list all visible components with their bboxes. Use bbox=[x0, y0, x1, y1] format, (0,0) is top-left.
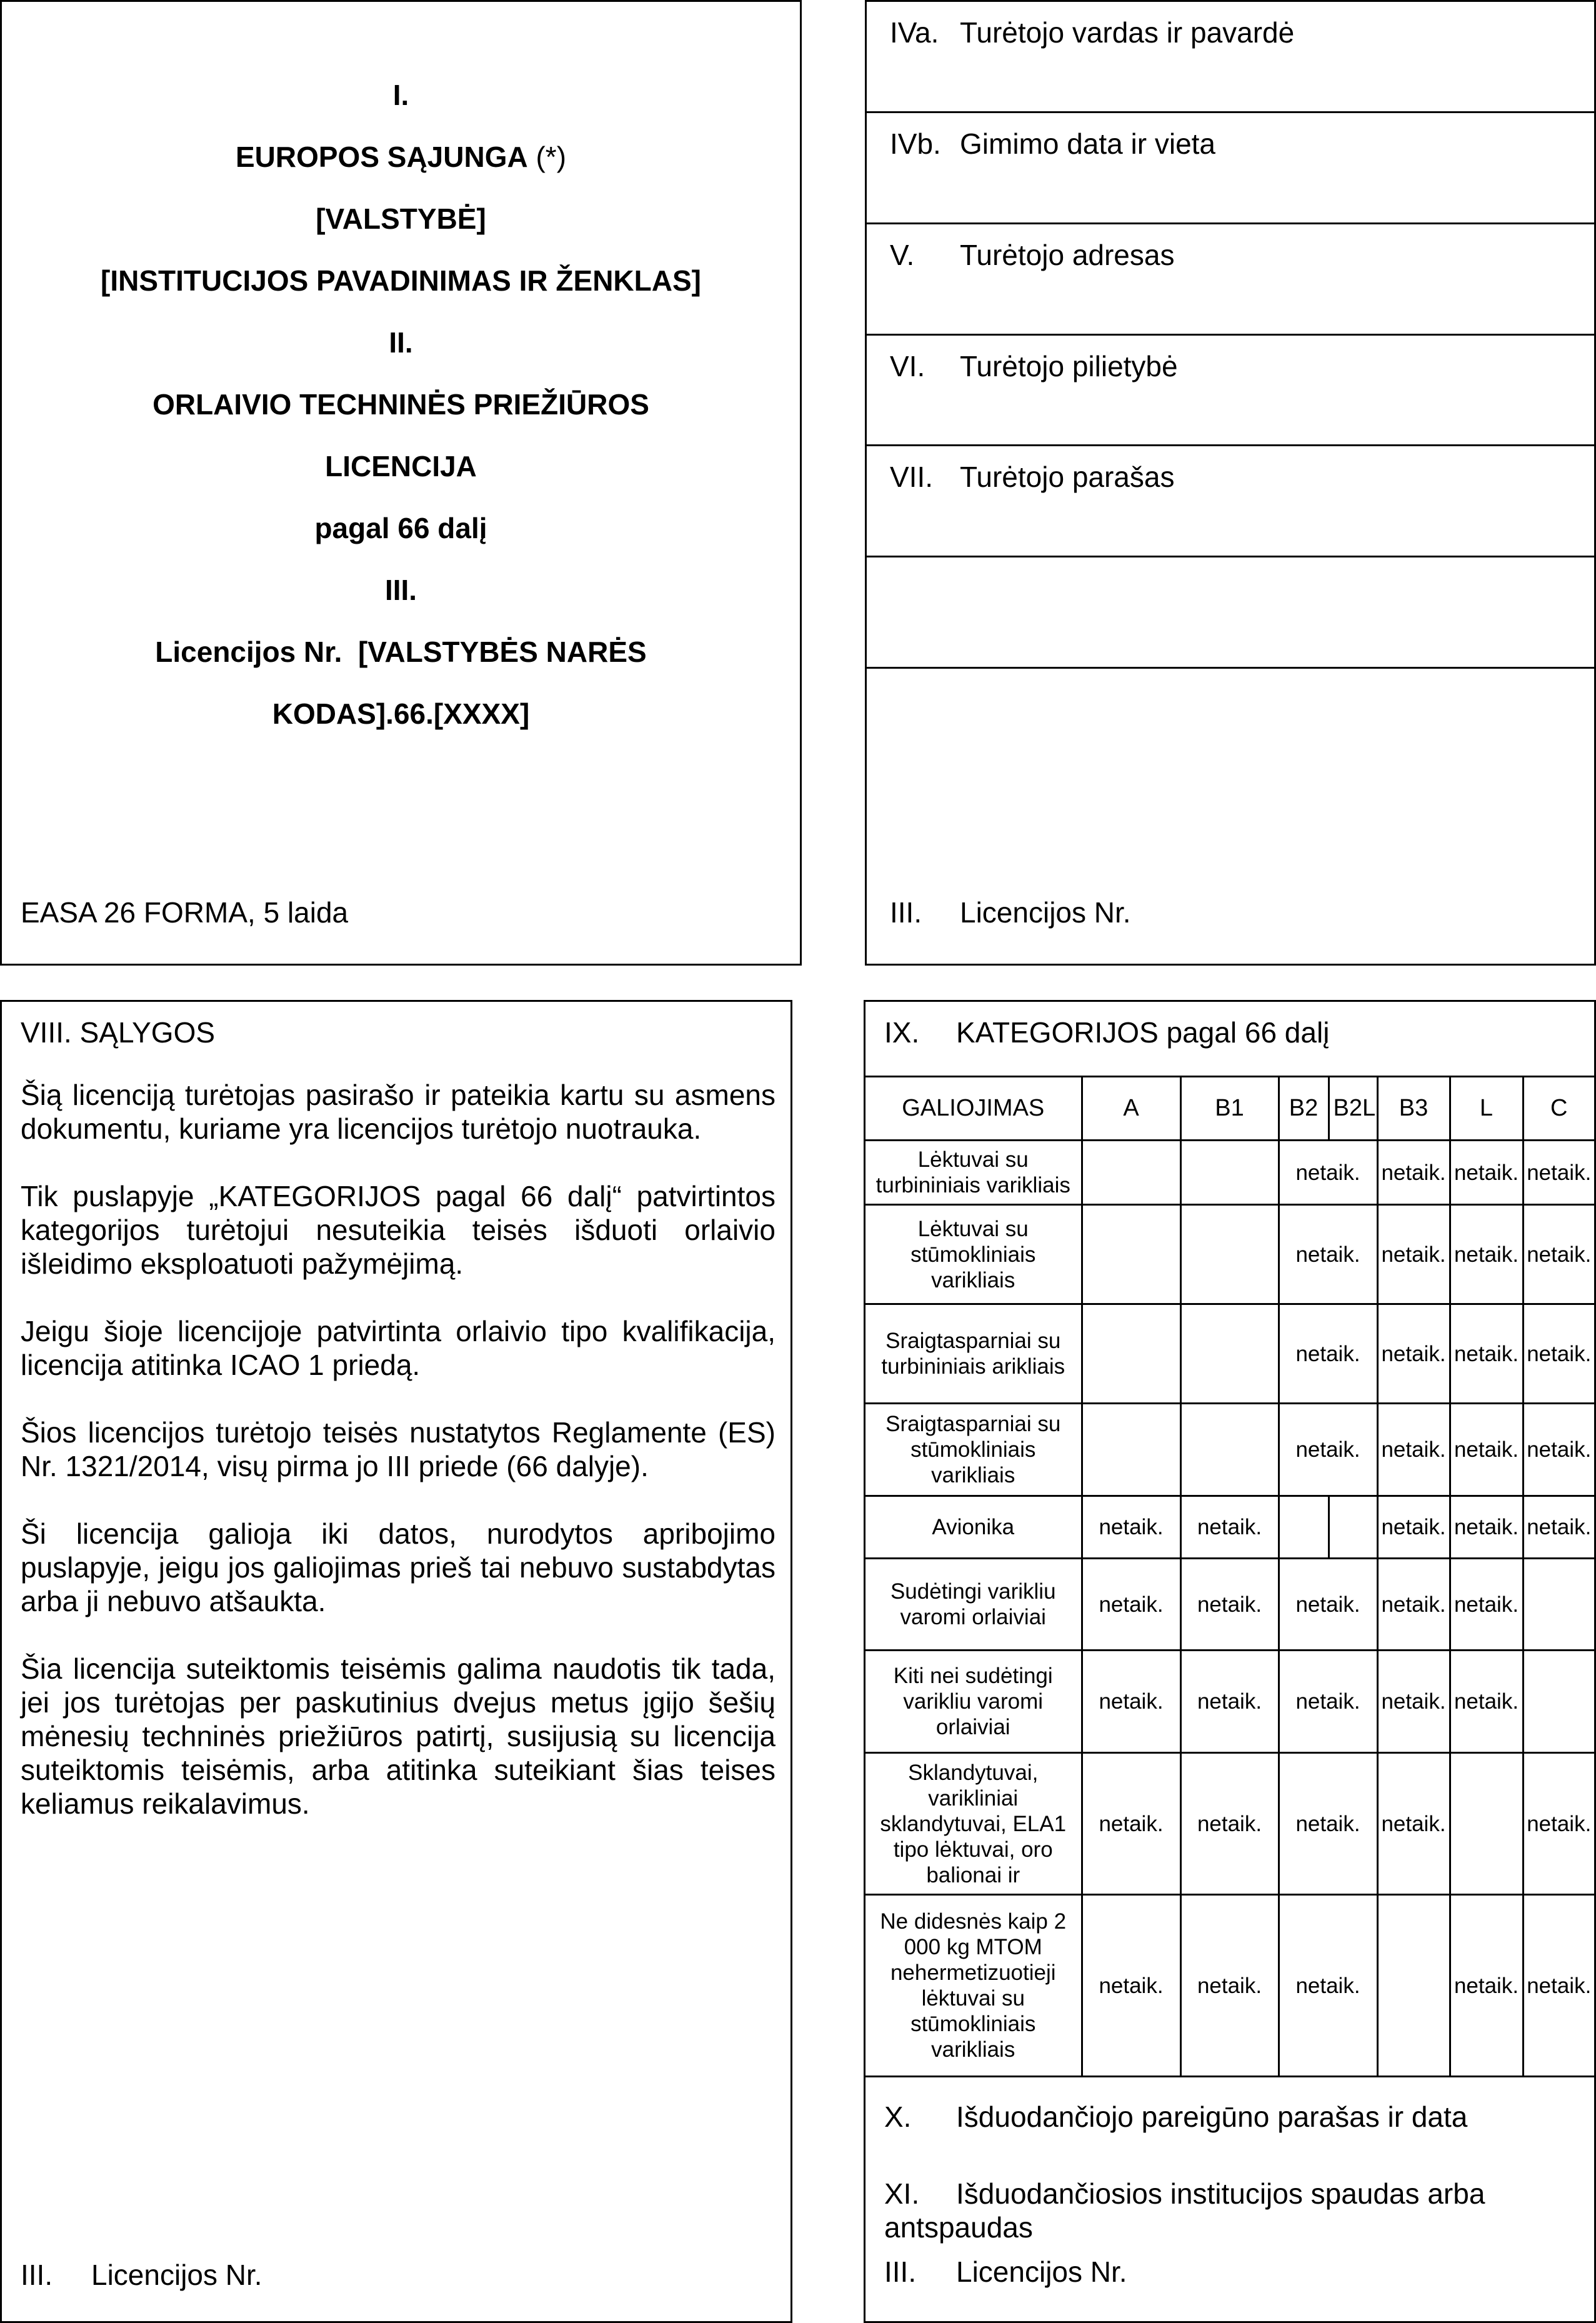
table-cell: netaik. bbox=[1180, 1496, 1279, 1559]
table-row bbox=[865, 1496, 1594, 1559]
table-cell: netaik. bbox=[1377, 1205, 1450, 1304]
table-cell: netaik. bbox=[1523, 1404, 1594, 1496]
table-cell: netaik. bbox=[1377, 1141, 1450, 1205]
row-label: Sklandytuvai, varikliniai sklandytuvai, ELA1 tipo lėktuvai, oro balionai ir bbox=[865, 1753, 1082, 1895]
holder-address-field: V. Turėtojo adresas bbox=[867, 224, 1594, 336]
row-label: Lėktuvai su stūmokliniais varikliais bbox=[865, 1205, 1082, 1304]
table-row bbox=[865, 1753, 1594, 1895]
table-row bbox=[865, 1304, 1594, 1404]
cover-panel bbox=[0, 0, 802, 966]
license-number-footer: III. Licencijos Nr. bbox=[884, 2256, 1127, 2288]
column-header: B1 bbox=[1180, 1077, 1279, 1141]
table-cell: netaik. bbox=[1377, 1559, 1450, 1651]
authority-stamp: XI. Išduodančiosios institucijos spaudas arba antspaudas bbox=[884, 2177, 1485, 2244]
table-cell: netaik. bbox=[1180, 1559, 1279, 1651]
cover-line: II. bbox=[389, 326, 413, 359]
table-cell: netaik. bbox=[1450, 1141, 1523, 1205]
table-cell: netaik. bbox=[1180, 1895, 1279, 2077]
column-header: C bbox=[1523, 1077, 1594, 1141]
table-cell: netaik. bbox=[1279, 1895, 1377, 2077]
table-cell: netaik. bbox=[1082, 1651, 1180, 1753]
row-label: Sudėtingi varikliu varomi orlaiviai bbox=[865, 1559, 1082, 1651]
table-cell: netaik. bbox=[1279, 1559, 1377, 1651]
table-cell bbox=[1180, 1205, 1279, 1304]
table-cell: netaik. bbox=[1450, 1651, 1523, 1753]
table-row bbox=[865, 1651, 1594, 1753]
form-edition: EASA 26 FORMA, 5 laida bbox=[21, 896, 349, 929]
row-label: Sraigtasparniai su stūmokliniais varikliais bbox=[865, 1404, 1082, 1496]
column-header: L bbox=[1450, 1077, 1523, 1141]
license-number-footer: III. Licencijos Nr. bbox=[21, 2259, 262, 2291]
condition-paragraph: Šios licencijos turėtojo teisės nustatytos Reglamente (ES) Nr. 1321/2014, visų pirma jo III priede (66 dalyje). bbox=[21, 1416, 776, 1482]
categories-heading: IX. KATEGORIJOS pagal 66 dalį bbox=[884, 1016, 1330, 1049]
cover-line: ORLAIVIO TECHNINĖS PRIEŽIŪROS bbox=[152, 388, 649, 421]
cover-line: III. bbox=[384, 574, 417, 606]
holder-panel bbox=[865, 0, 1596, 966]
cover-line: [VALSTYBĖ] bbox=[316, 202, 486, 235]
condition-paragraph: Jeigu šioje licencijoje patvirtinta orlaivio tipo kvalifikacija, licencija atitinka ICAO 1 priedą. bbox=[21, 1315, 776, 1381]
condition-paragraph: Šia licencija suteiktomis teisėmis galima naudotis tik tada, jei jos turėtojas per paskutinius dvejus metus įgijo šešių mėnesių techninės priežiūros patirtį, susijusią su licencija suteiktomis teisėmis, arba atitinka suteikiant šias teises keliamus reikalavimus. bbox=[21, 1652, 776, 1820]
table-cell: netaik. bbox=[1523, 1304, 1594, 1404]
table-cell: netaik. bbox=[1450, 1559, 1523, 1651]
table-cell bbox=[1523, 1651, 1594, 1753]
table-cell bbox=[1377, 1895, 1450, 2077]
cover-line: EUROPOS SĄJUNGA (*) bbox=[235, 141, 567, 173]
cover-line: pagal 66 dalį bbox=[314, 512, 487, 544]
table-cell bbox=[1082, 1404, 1180, 1496]
conditions-panel bbox=[0, 1000, 792, 2323]
issuing-officer-signature: X. Išduodančiojo pareigūno parašas ir data bbox=[884, 2101, 1468, 2133]
table-cell: netaik. bbox=[1377, 1404, 1450, 1496]
row-label: Ne didesnės kaip 2 000 kg MTOM nehermetizuotieji lėktuvai su stūmokliniais varikliais bbox=[865, 1895, 1082, 2077]
table-cell: netaik. bbox=[1450, 1404, 1523, 1496]
table-cell: netaik. bbox=[1523, 1496, 1594, 1559]
holder-name-field: IVa. Turėtojo vardas ir pavardė bbox=[867, 2, 1594, 113]
table-row bbox=[865, 1205, 1594, 1304]
table-cell: netaik. bbox=[1377, 1753, 1450, 1895]
table-cell: netaik. bbox=[1082, 1895, 1180, 2077]
categories-table bbox=[865, 1076, 1594, 2077]
categories-panel bbox=[864, 1000, 1596, 2323]
column-header: GALIOJIMAS bbox=[865, 1077, 1082, 1141]
holder-birth-field: IVb. Gimimo data ir vieta bbox=[867, 113, 1594, 224]
table-cell: netaik. bbox=[1082, 1559, 1180, 1651]
license-number-footer: III. Licencijos Nr. bbox=[890, 896, 1131, 929]
condition-paragraph: Šią licenciją turėtojas pasirašo ir pateikia kartu su asmens dokumentu, kuriame yra licencijos turėtojo nuotrauka. bbox=[21, 1079, 776, 1145]
table-cell bbox=[1279, 1496, 1329, 1559]
table-cell: netaik. bbox=[1279, 1304, 1377, 1404]
table-cell: netaik. bbox=[1450, 1304, 1523, 1404]
row-label: Kiti nei sudėtingi varikliu varomi orlaiviai bbox=[865, 1651, 1082, 1753]
cover-title-block bbox=[2, 64, 800, 745]
column-header: B2L bbox=[1329, 1077, 1377, 1141]
table-cell: netaik. bbox=[1377, 1304, 1450, 1404]
table-cell: netaik. bbox=[1180, 1651, 1279, 1753]
table-cell bbox=[1180, 1404, 1279, 1496]
table-row bbox=[865, 1404, 1594, 1496]
table-row bbox=[865, 1559, 1594, 1651]
table-cell: netaik. bbox=[1279, 1651, 1377, 1753]
table-cell: netaik. bbox=[1450, 1205, 1523, 1304]
table-cell bbox=[1180, 1304, 1279, 1404]
table-cell: netaik. bbox=[1279, 1141, 1377, 1205]
table-header-row bbox=[865, 1077, 1594, 1141]
table-cell bbox=[1329, 1496, 1377, 1559]
table-cell: netaik. bbox=[1082, 1496, 1180, 1559]
row-label: Lėktuvai su turbininiais varikliais bbox=[865, 1141, 1082, 1205]
conditions-heading: VIII. SĄLYGOS bbox=[21, 1016, 216, 1049]
holder-nationality-field: VI. Turėtojo pilietybė bbox=[867, 336, 1594, 446]
table-cell: netaik. bbox=[1279, 1205, 1377, 1304]
column-header: A bbox=[1082, 1077, 1180, 1141]
table-cell: netaik. bbox=[1450, 1895, 1523, 2077]
cover-line: LICENCIJA bbox=[325, 450, 477, 482]
table-cell: netaik. bbox=[1523, 1141, 1594, 1205]
cover-line: KODAS].66.[XXXX] bbox=[272, 697, 530, 730]
table-cell bbox=[1523, 1559, 1594, 1651]
row-label: Avionika bbox=[865, 1496, 1082, 1559]
table-cell bbox=[1450, 1753, 1523, 1895]
holder-signature-field: VII. Turėtojo parašas bbox=[867, 446, 1594, 557]
table-cell: netaik. bbox=[1523, 1753, 1594, 1895]
table-cell: netaik. bbox=[1180, 1753, 1279, 1895]
blank-field bbox=[867, 557, 1594, 669]
table-cell: netaik. bbox=[1377, 1496, 1450, 1559]
cover-line: Licencijos Nr. [VALSTYBĖS NARĖS bbox=[155, 636, 647, 668]
table-row bbox=[865, 1895, 1594, 2077]
table-cell bbox=[1082, 1304, 1180, 1404]
table-cell: netaik. bbox=[1082, 1753, 1180, 1895]
table-cell: netaik. bbox=[1523, 1895, 1594, 2077]
table-cell: netaik. bbox=[1279, 1404, 1377, 1496]
column-header: B2 bbox=[1279, 1077, 1329, 1141]
cover-line: [INSTITUCIJOS PAVADINIMAS IR ŽENKLAS] bbox=[101, 264, 701, 297]
table-cell: netaik. bbox=[1377, 1651, 1450, 1753]
table-cell: netaik. bbox=[1279, 1753, 1377, 1895]
cover-line: I. bbox=[392, 79, 409, 111]
table-cell bbox=[1180, 1141, 1279, 1205]
row-label: Sraigtasparniai su turbininiais arikliais bbox=[865, 1304, 1082, 1404]
condition-paragraph: Tik puslapyje „KATEGORIJOS pagal 66 dalį“ patvirtintos kategorijos turėtojui nesuteikia teisės išduoti orlaivio išleidimo eksploatuoti pažymėjimą. bbox=[21, 1180, 776, 1280]
table-cell bbox=[1082, 1141, 1180, 1205]
condition-paragraph: Ši licencija galioja iki datos, nurodytos apribojimo puslapyje, jeigu jos galiojimas prieš tai nebuvo sustabdytas arba ji nebuvo atšaukta. bbox=[21, 1517, 776, 1617]
table-cell: netaik. bbox=[1450, 1496, 1523, 1559]
column-header: B3 bbox=[1377, 1077, 1450, 1141]
table-cell bbox=[1082, 1205, 1180, 1304]
table-row bbox=[865, 1141, 1594, 1205]
conditions-text bbox=[21, 1078, 776, 1854]
table-cell: netaik. bbox=[1523, 1205, 1594, 1304]
